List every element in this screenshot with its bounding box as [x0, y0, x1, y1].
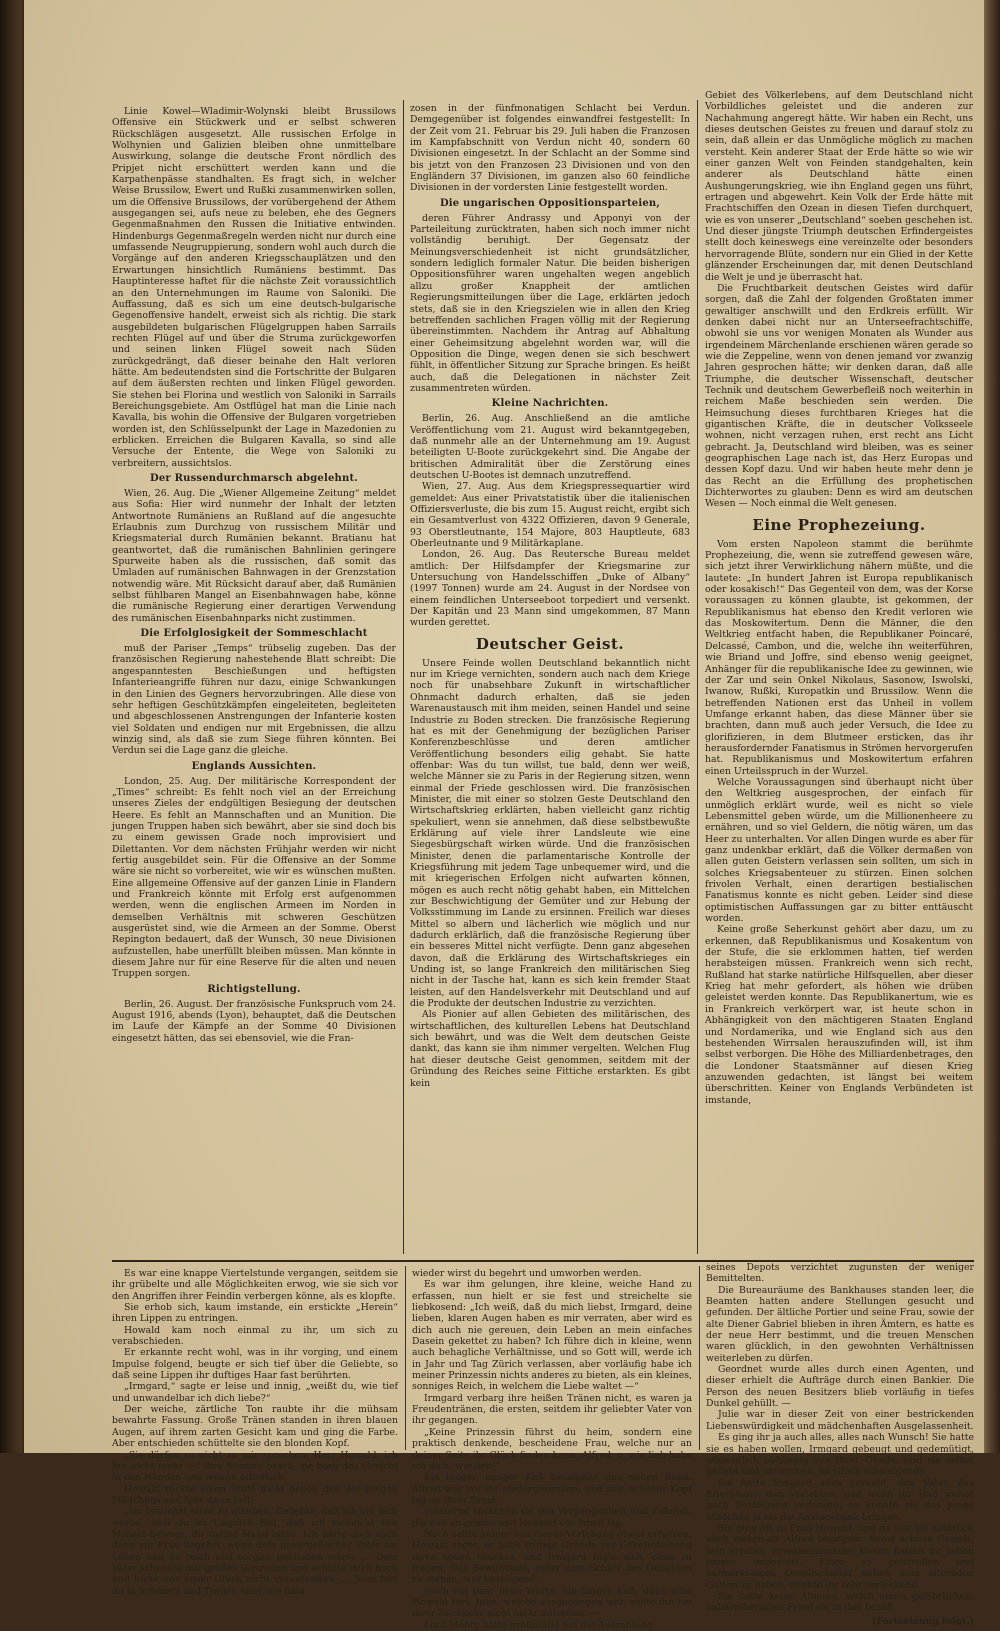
paragraph: Sie erhob sich, kaum imstande, ein erstickte „Herein“ ihren Lippen zu entringen.	[112, 1302, 398, 1325]
paragraph: Die Bureauräume des Bankhauses standen leer, die Beamten hatten andere Stellungen gesucht und gefunden. Der ältliche Portier und seine Frau, sowie der alte Diener Gabriel blieben in ihren Ämtern, es hatte es der neue Herr bestimmt, und die treuen Menschen waren glücklich, in den gewohnten Verhältnissen weiterleben zu dürfen.	[706, 1284, 974, 1364]
paragraph: Berlin, 26. August. Der französische Funkspruch vom 24. August 1916, abends (Lyon), behauptet, daß die Deutschen im Laufe der Kämpfe an der Somme 40 Divisionen eingesetzt hätten, das sei ebensoviel, wie die Fran-	[112, 998, 396, 1044]
paragraph: Lord Moory hatte großmütig auf die Auszahlung	[424, 1619, 653, 1631]
paragraph: Wien, 26. Aug. Die „Wiener Allgemeine Zeitung“ meldet aus Sofia: Hier wird nunmehr der Inhalt der letzten Antwortnote Rumäniens an Rußland auf die angesuchte Erlaubnis zum Durchzug von russischem Militär und Kriegsmaterial durch Rumänien bekannt. Bratianu hat geantwortet, daß die rumänischen Bahnlinien geringere Spurweite haben als die russischen, daß somit das Umladen auf rumänischen Bahnwagen in der Grenzstation notwendig wäre. Mit Rücksicht darauf aber, daß Rumänien selbst fühlbaren Mangel an Eisenbahnwagen habe, könne die rumänische Regierung einer derartigen Verwendung des rumänischen Eisenbahnparks nicht zustimmen.	[112, 488, 396, 624]
paragraph: deren Führer Andrassy und Apponyi von der Parteileitung zurücktraten, haben sich noch immer nicht vollständig beruhigt. Der Gegensatz der Meinungsverschiedenheit ist nicht grundsätzlicher, sondern lediglich formaler Natur. Die beiden bisherigen Oppositionsführer waren ungehalten wegen angeblich allzu großer Knappheit der amtlichen Regierungsmitteilungen über die Lage, erklärten jedoch stets, daß sie in den Kriegszielen wie in allen den Krieg betreffenden sachlichen Fragen völlig mit der Regierung übereinstimmten. Nachdem ihr Antrag auf Abhaltung einer Geheimsitzung abgelehnt worden war, will die Opposition die Dinge, wegen denen sie sich beschwert fühlt, in öffentlicher Sitzung zur Sprache bringen. Es heißt auch, daß die Delegationen in nächster Zeit zusammentreten würden.	[410, 212, 690, 394]
novel-divider-1	[405, 1266, 406, 1450]
paragraph: Berlin, 26. Aug. Anschließend an die amtliche Veröffentlichung vom 21. August wird bekanntgegeben, daß nunmehr alle an der Unternehmung am 19. August beteiligten U-Boote zurückgekehrt sind. Die Angabe der britischen Admiralität über die Zerstörung eines deutschen U-Bootes ist demnach unzutreffend.	[410, 413, 690, 481]
paragraph: Wien, 27. Aug. Aus dem Kriegspressequartier wird gemeldet: Aus einer Privatstatistik über die italienischen Offiziersverluste, die bis zum 15. August reicht, ergibt sich ein Gesamtverlust von 4322 Offizieren, davon 9 Generale, 93 Oberstleutnante, 154 Majore, 803 Hauptleute, 683 Oberleutnante und 9 Militärkaplane.	[410, 481, 690, 550]
column-3	[705, 90, 973, 1254]
paragraph: Howald kam noch einmal zu ihr, um sich zu verabschieden.	[112, 1324, 398, 1348]
paragraph: Ein langer, inniger Kuß besiegelte den neuen Bund. Alfred war vor ihr niedergesunken, und sein schöner Kopf lag an ihrer Brust.	[412, 1472, 692, 1506]
paragraph: wieder wirst du begehrt und umworben werden.	[412, 1268, 642, 1279]
paragraph: Es ging ihr ja auch alles, alles nach Wunsch! Sie hatte sie es haben wollen, Irmgard gebeugt und gedemütigt, wissentlich abhängig von ihrer Gnade, und sie selbst geliebt und umworben, im Glück schwelgend!	[706, 1432, 974, 1478]
paragraph: Gebiet des Völkerlebens, auf dem Deutschland nicht Vorbildliches geleistet und die anderen zur Nachahmung angeregt hätte. Wir haben ein Recht, uns dieses deutschen Geistes zu freuen und darauf stolz zu sein, daß allein er das Unmögliche möglich zu machen versteht. Kein anderer Staat der Erde hätte so wie wir einer ganzen Welt von Feinden standgehalten, kein anderer als Deutschland hätte einen Aushungerungskrieg, wie ihn England gegen uns führt, ertragen und abgewehrt. Kein Volk der Erde hätte mit Frachtschiffen den Ozean in diesen Tiefen durchquert, wie es von unserer „Deutschland“ soeben geschehen ist. Und dieser jüngste Triumph deutschen Erfindergeistes stellt doch keineswegs eine vereinzelte oder besonders hervorragende Blüte, sondern nur ein Glied in der Kette glänzender Erscheinungen dar, mit denen Deutschland die Welt je und je überrascht hat.	[705, 90, 973, 283]
paragraph: Welche Voraussagungen sind überhaupt nicht über den Weltkrieg ausgesprochen, der einfach für unmöglich erklärt wurde, weil es nicht so viele Lebensmittel geben würde, um die Millionenheere zu ernähren, und so viel Geldern, die nötig wären, um das Heer zu unterhalten. Vor allen Dingen wurde es aber für ganz undenkbar erklärt, daß die Völker dermaßen von allen guten Geistern verlassen sein sollten, um sich in solches Kriegsabenteuer zu stürzen. Einen solchen frivolen Verhalt, einen derartigen bestialischen Fanatismus konnte es nicht geben. Leider sind diese optimistischen Auffassungen gar zu bitter enttäuscht worden.	[705, 776, 973, 925]
continuation-note: (Fortsetzung folgt.)	[871, 1615, 974, 1627]
newspaper-page	[24, 0, 984, 1631]
paragraph: Noch sollte keiner von dieser Verlobung etwas erfahren. Howald sagte, er habe triftige Gründe zur Geheimhaltung ihres neuen Glückes, und Irmgard fügte sich, ohne zu fragen. Das Bewußtsein, unter dem Schutz des Geliebten zu stehen, war beseligend.	[412, 1528, 692, 1586]
column-divider-1	[403, 100, 404, 1254]
paragraph: „Keine Prinzessin führst du heim, sondern eine praktisch denkende, bescheidene Frau, welche nur an deiner Seite ihr Glück finden kann, Alfred, o, wie lieb habe ich dich, wie lieb!“	[412, 1426, 692, 1472]
section-heading: Englands Aussichten.	[191, 760, 317, 772]
paragraph: Sie ging oft zu Frau Howald, und da war sie natürlich auch mehrmals Alfred begegnet. Seine schöne Gestalt, sein ernstes, zuvorkommendes Wesen hatten ihr schon immer imponiert. Einer so geistvollen und aufmerksamen Gesellschafter neben dem alternden Gatten zu haben, dünkte ihr sehr verlockend.	[706, 1522, 974, 1591]
paragraph: Als Pionier auf allen Gebieten des militärischen, des wirtschaftlichen, des kulturellen Lebens hat Deutschland sich bewährt, und was die Welt dem deutschen Geiste dankt, das kann sie ihm nimmer vergelten. Welchen Flug hat dieser deutsche Geist genommen, seitdem mit der Gründung des Reiches seine Fittiche erstarkten. Es gibt kein	[410, 1009, 690, 1089]
section-heading: Die ungarischen Oppositionsparteien,	[439, 197, 661, 209]
paragraph: Sie hatte Irmgard alles geraubt, den Vater, das Elternhaus, den Verlobten, und wenn ihr Haß weiter nach Betätigung verlangte, so konnte sie das junge Mädchen ja als die Anklagebank bringen.	[706, 1477, 974, 1523]
page-edge	[982, 0, 1000, 1453]
paragraph: Linie Kowel—Wladimir-Wolynski bleibt Brussilows Offensive ein Stückwerk und er selbst schweren Rückschlägen ausgesetzt. Alle russischen Erfolge in Wolhynien und Galizien bleiben ohne unmittelbare Auswirkung, solange die deutsche Front nördlich des Pripjet nicht erschüttert werden kann und die Karpathenpässe standhalten. Es fragt sich, in welcher Weise Brussilow, Ewert und Rußki zusammenwirken sollen, um die Offensive Brussilows, der vorübergehend der Athem ausgegangen sei, aufs neue zu beleben, ehe des Gegners Gegenmaßnahmen den Russen die Initiative entwinden. Hindenburgs Gegenmaßregeln werden nicht nur durch eine umfassende Neugruppierung, sondern wohl auch durch die Vorgänge auf den anderen Kriegsschauplätzen und den Erwartungen hinsichtlich Rumäniens bestimmt. Das Hauptinteresse haftet für die nächste Zeit voraussichtlich an den Unternehmungen im Raume von Saloniki. Die Auffassung, daß es sich um eine deutsch-bulgarische Gegenoffensive handelt, erweist sich als richtig. Die stark ausgebildeten bulgarischen Flügelgruppen haben Sarrails rechten Flügel auf und über die Struma zurückgeworfen und seinen linken Flügel soweit nach Süden zurückgedrängt, daß dieser beinahe den Halt verloren hätte. Am bedeutendsten sind die Fortschritte der Bulgaren auf dem äußersten rechten und linken Flügel geworden. Sie stehen bei Florina und westlich von Saloniki in Sarrails Bereichungsgebiete. Am Ostflügel hat man die Linie nach Kavalla, bis wohin die Offensive der Bulgaren vorgetrieben worden ist, den Schlüsselpunkt der Lage in Mazedonien zu erblicken. Erreichen die Bulgaren Kavalla, so sind alle Versuche der Entente, die Wege von Saloniki zu verbreitern, aussichtslos.	[112, 106, 396, 469]
paragraph: London, 25. Aug. Der militärische Korrespondent der „Times“ schreibt: Es fehlt noch viel an der Erreichung unseres Zieles der endgültigen Besiegung der deutschen Heere. Es fehlt an Mannschaften und an Munition. Die jungen Truppen haben sich bewährt, aber sie sind doch bis zu einem gewissen Grade noch improvisiert und Dilettanten. Vor dem nächsten Frühjahr werden wir nicht fertig ausgebildet sein. Für die Offensive an der Somme wäre sie nicht so vorbereitet, wie wir es wünschen mußten. Eine allgemeine Offensive auf der ganzen Linie in Flandern und Frankreich könnte mit Erfolg erst aufgenommen werden, wenn die englischen Armeen im Norden in demselben Verhältnis mit schweren Geschützen ausgerüstet sind, wie die Armeen an der Somme. Oberst Repington bedauert, daß der Wunsch, 30 neue Divisionen aufzustellen, habe unerfüllt bleiben müssen. Man könnte in diesem Jahre nur für eine Reserve für die alten und neuen Truppen sorgen.	[112, 775, 396, 980]
paragraph: Flüsternd sprachen sie von Vergangenheit und Zukunft, die nun so golden und lockend vor ihnen lag.	[412, 1506, 692, 1529]
novel-column-3	[706, 1262, 974, 1627]
paragraph: Unsere Feinde wollen Deutschland bekanntlich nicht nur im Kriege vernichten, sondern auch nach dem Kriege noch für unabsehbare Zukunft in wirtschaftlicher Ohnmacht dadurch erhalten, daß sie jeden Warenaustausch mit ihm meiden, seinen Handel und seine Industrie zu Boden strecken. Die französische Regierung hat es mit der Genehmigung der bezüglichen Pariser Konferenzbeschlüsse und deren amtlicher Veröffentlichung besonders eilig gehabt. Sie hatte offenbar: Was du tun willst, tue bald, denn wer weiß, welche Männer sie zu Paris in der Regierung sitzen, wenn einmal der Friede geschlossen wird. Die französischen Minister, die mit einer so stolzen Geste Deutschland den Wirtschaftskrieg erklärten, haben vielleicht ganz richtig spekuliert, wenn sie annehmen, daß diese selbstbewußte Erklärung auf viele ihrer Landsleute wie eine Siegesbürgschaft wirken würde. Und die französischen Minister, denen die parlamentarische Kontrolle der Kriegsführung mit jedem Tage unbequemer wird, und die mit kriegerischen Erfolgen nicht aufwarten können, mögen es auch recht nötig gehabt haben, ein Mittelchen zur Beschwichtigung der Gemüter und zur Hebung der Volksstimmung im Lande zu ersinnen. Freilich war dieses Mittel so albern und lächerlich wie möglich und nur dadurch erklärlich, daß die französische Regierung über ein besseres Mittel nicht verfügte. Denn ganz abgesehen davon, daß die Erklärung des Wirtschaftskrieges ein Unding ist, so lange Frankreich den militärischen Sieg nicht in der Tasche hat, kann es sich kein fremder Staat leisten, auf den Handelsverkehr mit Deutschland und auf die Produkte der deutschen Industrie zu verzichten.	[410, 657, 690, 1010]
paragraph: muß der Pariser „Temps“ trübselig zugeben. Das der französischen Regierung nahestehende Blatt schreibt: Die angespanntesten Beschießungen und heftigsten Infanterieangriffe führen nur dazu, einige Schwankungen in den Linien des Gegners hervorzubringen. Alle diese von sehr heftigen Geschützkämpfen eingeleiteten, begleiteten und abgeschlossenen Anstrengungen der Infanterie kosten viel Soldaten und endigen nur mit Ergebnissen, die allzu winzig sind, als daß sie zum Siege führen könnten. Bei Verdun sei die Lage ganz die gleiche.	[112, 643, 396, 757]
paragraph: Howald rückte einen Stuhl dicht neben den des jungen Mädchens und fuhr dann fort:	[112, 1483, 398, 1506]
column-2	[410, 103, 690, 1254]
paragraph: „Du brauchst nicht zu glauben, Geliebte, daß ich um dich werbe, weil du im Unglück bist, daß ich vielleicht von Mitleid bewegt, dir meine Hand biete. Ich hätte dich auch dann zur Frau begehrt, wenn dein unvergeßlicher Vater am Leben und du reich und sorglos geblieben wärst .... Dein Vater schenkte mir großes Vertrauen und achtete mich hoch und hätte uns unser Glück nicht vorenthalten .... Jetzt bist du in Schmerz und Trauer, aber wie bald	[112, 1506, 398, 1597]
novel-divider-2	[699, 1266, 700, 1450]
paragraph: Vom ersten Napoleon stammt die berühmte Prophezeiung, die, wenn sie zutreffend gewesen wäre, sich jetzt ihrer Verwirklichung nähern müßte, und die lautete: „In hundert Jahren ist Europa republikanisch oder kosakisch!“ Das Gegenteil von dem, was der Korse voraussagen zu können glaubte, ist gekommen, der Republikanismus hat ebenso den Kredit verloren wie das Moskowitertum. Denn die Männer, die den Weltkrieg entfacht haben, die Republikaner Poincaré, Delcassé, Cambon, und die, welche ihn weiterführen, wie Briand und Joffre, sind ebenso wenig geeignet, Anhänger für die republikanische Idee zu gewinnen, wie der Zar und sein Onkel Nikolaus, Sasonow, Iswolski, Iwanow, Rußki, Kuropatkin und Brussilow. Wenn die betreffenden Nationen erst das Unheil in vollem Umfange erkannt haben, das diese Männer über sie brachten, dann muß auch jeder Versuch, die Idee zu glorifizieren, in dem Blutmeer ersticken, das ihr herausfordernder Fanatismus in Strömen hervorgerufen hat. Republikanismus und Moskowitertum erfahren einen Urteilsspruch in der Wurzel.	[705, 538, 973, 777]
paragraph: Er erkannte recht wohl, was in ihr vorging, und einem Impulse folgend, beugte er sich tief über die Geliebte, so daß seine Lippen ihr duftiges Haar fast berührten.	[112, 1347, 398, 1382]
paragraph: Julie war in dieser Zeit von einer bestrickenden Liebenswürdigkeit und mädchenhaften Ausgelassenheit.	[706, 1409, 974, 1432]
column-divider-2	[697, 100, 698, 1254]
novel-column-2	[412, 1268, 692, 1631]
paragraph: Es war ihm gelungen, ihre kleine, weiche Hand zu erfassen, nun hielt er sie fest und streichelte sie liebkosend: „Ich weiß, daß du mich liebst, Irmgard, deine lieben, klaren Augen haben es mir verraten, aber wird es dich auch nie gereuen, dein Leben an mein einfaches Dasein gekettet zu haben? Ich führe dich in kleine, wenn auch behagliche Verhältnisse, und so Gott will, werde ich in Jahr und Tag Zürich verlassen, aber vorläufig habe ich meiner Prinzessin nichts anderes zu bieten, als ein kleines, sonniges Reich, in welchem die Liebe waltet —“	[412, 1279, 692, 1393]
paragraph: seines Depots verzichtet zugunsten der weniger Bemittelten.	[706, 1262, 974, 1285]
paragraph: Es war eine knappe Viertelstunde vergangen, seitdem sie ihr grübelte und alle Möglichkeiten erwog, wie sie sich vor den Angriffen ihrer Feindin verbergen könne, als es klopfte.	[112, 1268, 398, 1302]
paragraph: „Irmgard,“ sagte er leise und innig, „weißt du, wie tief und unwandelbar ich dich liebe?“	[112, 1381, 398, 1404]
article-headline: Deutscher Geist.	[475, 634, 625, 653]
section-heading: Kleine Nachrichten.	[491, 398, 609, 410]
paragraph: Die Fruchtbarkeit deutschen Geistes wird dafür sorgen, daß die Zahl der folgenden Großtaten immer gewaltiger anschwillt und den Erdkreis erfüllt. Wir denken dabei nicht nur an Unterseefrachtschiffe, obwohl sie uns vor wenigen Monaten als Wunder aus irgendeinem Märchenlande erschienen wären gerade so wie die Zeppeline, wenn von denen jemand vor zwanzig Jahren gesprochen hätte; wir denken daran, daß alle Triumphe, die deutscher Wissenschaft, deutscher Technik und deutschem Gewerbefleiß noch weiterhin in reichem Maße beschieden sein werden. Die Heimsuchung dieses furchtbaren Krieges hat die gigantischen Kräfte, die in deutscher Volksseele wohnen, nicht verzagen ruhen, erst recht ans Licht gebracht. Ja, Deutschland wird bleiben, was es seiner geographischen Lage nach ist, das Herz Europas und dessen Kopf dazu. Und wir haben heute mehr denn je das Recht an die Erfüllung des prophetischen Dichterwortes zu glauben: Denn es wird am deutschen Wesen — Noch einmal die Welt genesen.	[705, 282, 973, 510]
paragraph: Irmgard verbarg ihre heißen Tränen nicht, es waren ja Freudentränen, die ersten, seitdem ihr geliebter Vater von ihr gegangen.	[412, 1392, 692, 1427]
paragraph: Der weiche, zärtliche Ton raubte ihr die mühsam bewahrte Fassung. Große Tränen standen in ihren blauen Augen, auf ihrem zarten Gesicht kam und ging die Farbe. Aber entschieden schüttelte sie den blonden Kopf.	[112, 1404, 398, 1450]
paragraph: Geordnet wurde alles durch einen Agenten, und dieser erhielt die Aufträge durch einen Bankier. Die Person des neuen Besitzers blieb vorläufig in tiefes Dunkel gehüllt. —	[706, 1364, 974, 1410]
section-heading: Richtigstellung.	[207, 983, 301, 995]
paragraph: Keine große Seherkunst gehört aber dazu, um zu erkennen, daß Republikanismus und Kosakentum von der Stufe, die sie erklommen hatten, tief werden herabsteigen müssen. Frankreich wenn sich recht, Rußland hat starke natürliche Hilfsquellen, aber dieser Krieg hat mehr gefordert, als höhen wie drüben geleistet werden konnte. Das Republikanertum, wie es in Frankreich verkörpert war, ist heute schon in Abhängigkeit von den mächtigeren Staaten England und Nordamerika, und wie England sich aus den bestehenden Wirrsalen herauszufinden will, ist ihm selbst verborgen. Die Höhe des Milliardenbetrages, den die Londoner Staatsmänner auf diesen Krieg anzuwenden gedachten, ist längst bei weitem überschritten. Keiner von Englands Verbündeten ist imstande,	[705, 924, 973, 1106]
book-binding	[0, 0, 22, 1453]
section-heading: Der Russendurchmarsch abgelehnt.	[150, 473, 358, 484]
paragraph: London, 26. Aug. Das Reutersche Bureau meldet amtlich: Der Hilfsdampfer der Kriegsmarine zur Untersuchung von Handelsschiffen „Duke of Albany“ (1997 Tonnen) wurde am 24. August in der Nordsee von einem feindlichen Unterseeboot torpediert und versenkt. Der Kapitän und 23 Mann sind umgekommen, 87 Mann wurden gerettet.	[410, 549, 690, 629]
section-heading: Die Erfolglosigkeit der Sommeschlacht	[140, 628, 368, 640]
paragraph: Sie hatte keine Ahnung, welch einen gefährlichen, unbarmherzigen Feind sie in ihm besaß.	[706, 1590, 974, 1614]
article-headline: Eine Prophezeiung.	[752, 515, 926, 534]
column-1	[112, 106, 396, 1254]
paragraph: Noch ein paar liebe Worte, ein langer Kuß, dann eilte Howald fort. Julie, welche ausgegangen war, sollte ihn bei ihrer Rückkehr nicht mehr antreffen. —	[412, 1585, 692, 1620]
novel-column-1	[112, 1268, 398, 1597]
paragraph: zosen in der fünfmonatigen Schlacht bei Verdun. Demgegenüber ist folgendes einwandfrei festgestellt: In der Zeit vom 21. Februar bis 29. Juli haben die Franzosen im Kampfabschnitt von Verdun nicht 40, sondern 60 Divisionen eingesetzt. In der Schlacht an der Somme sind bis jetzt von den Franzosen 23 Divisionen und von den Engländern 37 Divisionen, im ganzen also 60 feindliche Divisionen in der vordersten Linie festgestellt worden.	[410, 103, 690, 194]
paragraph: „Sie dürfen so nicht zu mir sprechen, Herr Howald, ich bin nicht mehr —“ ihre Stimme brach, sie barg das Gesicht in den Händen und weinte bitterlich.	[112, 1449, 398, 1484]
